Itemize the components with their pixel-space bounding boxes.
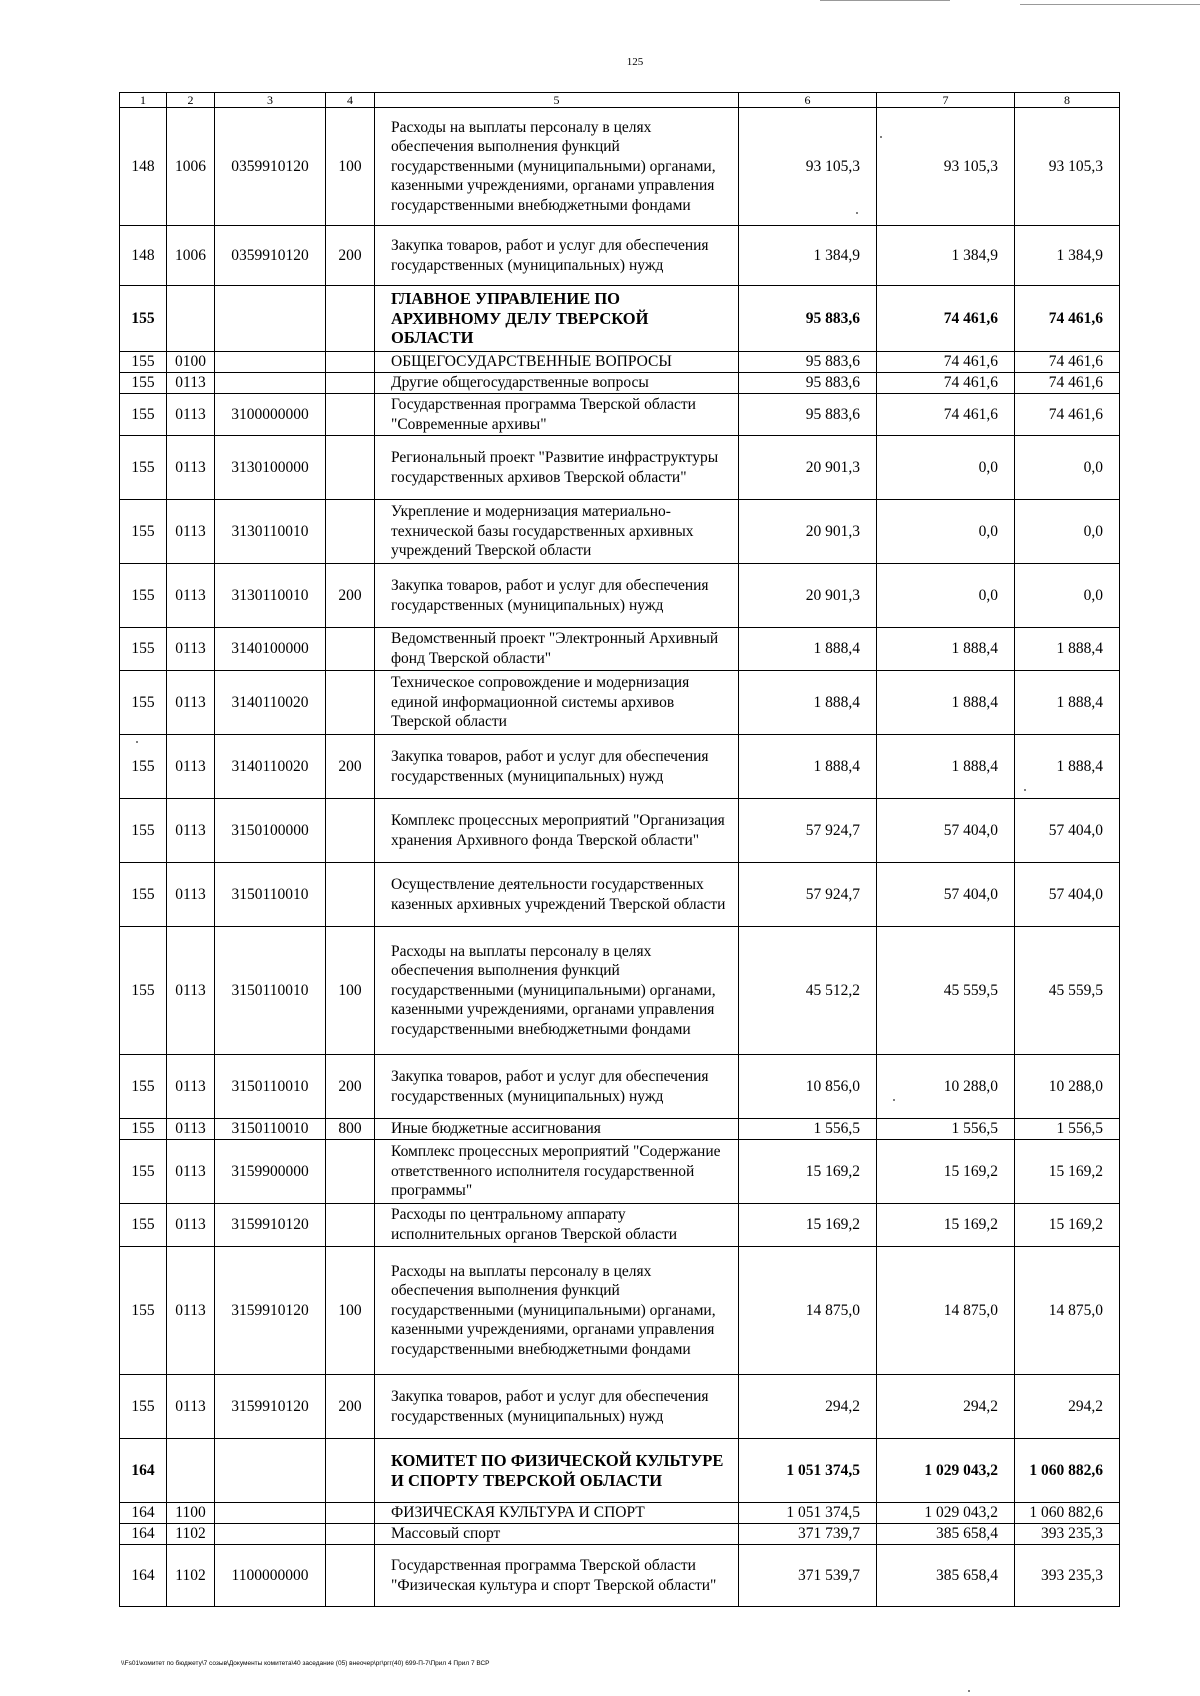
row-value-7: 385 658,4 <box>877 1545 1015 1607</box>
row-description: Ведомственный проект "Электронный Архивный фонд Тверской области" <box>375 628 739 671</box>
row-code-1: 155 <box>120 1055 167 1119</box>
budget-table <box>119 92 1119 1607</box>
table-row <box>120 927 1120 1055</box>
row-code-3 <box>215 352 326 373</box>
table-row <box>120 226 1120 286</box>
row-code-4 <box>326 863 375 927</box>
row-code-1: 164 <box>120 1439 167 1503</box>
row-code-1: 148 <box>120 226 167 286</box>
row-value-8: 57 404,0 <box>1015 799 1120 863</box>
row-description: Комплекс процессных мероприятий "Содержание ответственного исполнителя государственной программы" <box>375 1140 739 1204</box>
row-description: Закупка товаров, работ и услуг для обеспечения государственных (муниципальных) нужд <box>375 564 739 628</box>
row-code-1: 155 <box>120 1375 167 1439</box>
table-row <box>120 1140 1120 1204</box>
row-code-2: 0100 <box>167 352 215 373</box>
row-value-6: 95 883,6 <box>739 352 877 373</box>
table-row <box>120 1247 1120 1375</box>
footer-file-path: \\Fs01\комитет по бюджету\7 созыв\Документы комитета\40 заседание (05) внеочер\рг\ргг(40) 699-П-7\Прил 4 Прил 7 ВСР <box>121 1660 490 1667</box>
row-code-4: 100 <box>326 1247 375 1375</box>
row-value-7: 74 461,6 <box>877 373 1015 394</box>
row-value-8: 93 105,3 <box>1015 108 1120 226</box>
row-value-7: 1 384,9 <box>877 226 1015 286</box>
row-value-6: 1 888,4 <box>739 628 877 671</box>
row-value-8: 1 888,4 <box>1015 671 1120 735</box>
row-value-7: 74 461,6 <box>877 352 1015 373</box>
row-value-7: 45 559,5 <box>877 927 1015 1055</box>
row-description: Региональный проект "Развитие инфраструктуры государственных архивов Тверской области" <box>375 436 739 500</box>
row-value-8: 57 404,0 <box>1015 863 1120 927</box>
row-description: Расходы на выплаты персоналу в целях обеспечения выполнения функций государственными (муниципальными) органами, казенными учреждениями, органами управления государственными внебюджетными фондами <box>375 108 739 226</box>
scan-speck <box>136 741 138 743</box>
row-value-6: 1 051 374,5 <box>739 1503 877 1524</box>
header-col-6: 6 <box>739 93 877 108</box>
row-value-7: 1 029 043,2 <box>877 1439 1015 1503</box>
row-value-8: 0,0 <box>1015 564 1120 628</box>
row-code-4: 800 <box>326 1119 375 1140</box>
row-code-2: 0113 <box>167 927 215 1055</box>
row-value-8: 74 461,6 <box>1015 286 1120 352</box>
table-row <box>120 863 1120 927</box>
table-row <box>120 286 1120 352</box>
row-description: Государственная программа Тверской области "Современные архивы" <box>375 394 739 436</box>
row-code-2: 0113 <box>167 1055 215 1119</box>
scan-speck <box>1024 789 1026 791</box>
row-value-6: 1 556,5 <box>739 1119 877 1140</box>
row-code-3: 3150110010 <box>215 1055 326 1119</box>
page-number: 125 <box>626 56 644 68</box>
row-code-3 <box>215 373 326 394</box>
row-description: Государственная программа Тверской области "Физическая культура и спорт Тверской области" <box>375 1545 739 1607</box>
row-value-7: 15 169,2 <box>877 1140 1015 1204</box>
row-code-4 <box>326 286 375 352</box>
row-code-2: 1102 <box>167 1545 215 1607</box>
row-value-8: 74 461,6 <box>1015 352 1120 373</box>
row-code-4 <box>326 628 375 671</box>
row-value-6: 20 901,3 <box>739 564 877 628</box>
row-value-7: 0,0 <box>877 500 1015 564</box>
row-value-6: 57 924,7 <box>739 863 877 927</box>
row-code-4: 200 <box>326 1055 375 1119</box>
row-description: Закупка товаров, работ и услуг для обеспечения государственных (муниципальных) нужд <box>375 1055 739 1119</box>
table-row <box>120 352 1120 373</box>
row-code-4 <box>326 671 375 735</box>
row-description: Закупка товаров, работ и услуг для обеспечения государственных (муниципальных) нужд <box>375 735 739 799</box>
row-code-2: 0113 <box>167 799 215 863</box>
table-row <box>120 1055 1120 1119</box>
row-value-7: 74 461,6 <box>877 394 1015 436</box>
table-row <box>120 108 1120 226</box>
header-col-3: 3 <box>215 93 326 108</box>
row-code-3: 3159910120 <box>215 1247 326 1375</box>
row-code-3: 3140110020 <box>215 735 326 799</box>
row-code-1: 164 <box>120 1524 167 1545</box>
row-value-8: 15 169,2 <box>1015 1140 1120 1204</box>
row-description: Иные бюджетные ассигнования <box>375 1119 739 1140</box>
row-value-8: 1 384,9 <box>1015 226 1120 286</box>
row-code-4 <box>326 1140 375 1204</box>
row-value-6: 93 105,3 <box>739 108 877 226</box>
row-value-7: 0,0 <box>877 564 1015 628</box>
row-value-7: 1 556,5 <box>877 1119 1015 1140</box>
row-code-3: 3130100000 <box>215 436 326 500</box>
row-value-6: 45 512,2 <box>739 927 877 1055</box>
row-value-6: 10 856,0 <box>739 1055 877 1119</box>
table-body <box>120 108 1120 1607</box>
row-value-8: 1 556,5 <box>1015 1119 1120 1140</box>
row-code-3: 3150110010 <box>215 863 326 927</box>
row-description: Осуществление деятельности государственных казенных архивных учреждений Тверской области <box>375 863 739 927</box>
row-value-8: 15 169,2 <box>1015 1204 1120 1247</box>
row-description: ГЛАВНОЕ УПРАВЛЕНИЕ ПО АРХИВНОМУ ДЕЛУ ТВЕРСКОЙ ОБЛАСТИ <box>375 286 739 352</box>
row-code-3: 0359910120 <box>215 226 326 286</box>
row-value-8: 393 235,3 <box>1015 1524 1120 1545</box>
row-value-6: 1 051 374,5 <box>739 1439 877 1503</box>
row-code-4 <box>326 1524 375 1545</box>
row-value-7: 74 461,6 <box>877 286 1015 352</box>
row-code-2: 0113 <box>167 671 215 735</box>
row-value-7: 1 888,4 <box>877 671 1015 735</box>
table-row <box>120 1524 1120 1545</box>
row-code-1: 155 <box>120 1204 167 1247</box>
row-value-6: 20 901,3 <box>739 500 877 564</box>
table-row <box>120 1545 1120 1607</box>
row-code-1: 155 <box>120 394 167 436</box>
row-description: Закупка товаров, работ и услуг для обеспечения государственных (муниципальных) нужд <box>375 226 739 286</box>
row-description: Расходы на выплаты персоналу в целях обеспечения выполнения функций государственными (муниципальными) органами, казенными учреждениями, органами управления государственными внебюджетными фондами <box>375 927 739 1055</box>
row-code-4: 100 <box>326 927 375 1055</box>
row-code-4: 100 <box>326 108 375 226</box>
row-code-1: 155 <box>120 500 167 564</box>
crop-mark-top <box>820 0 950 1</box>
row-code-4 <box>326 352 375 373</box>
row-description: Расходы на выплаты персоналу в целях обеспечения выполнения функций государственными (муниципальными) органами, казенными учреждениями, органами управления государственными внебюджетными фондами <box>375 1247 739 1375</box>
row-value-7: 1 029 043,2 <box>877 1503 1015 1524</box>
row-description: Комплекс процессных мероприятий "Организация хранения Архивного фонда Тверской области" <box>375 799 739 863</box>
row-code-2: 0113 <box>167 394 215 436</box>
row-value-6: 57 924,7 <box>739 799 877 863</box>
row-value-7: 294,2 <box>877 1375 1015 1439</box>
scan-speck <box>856 212 858 214</box>
row-code-3: 3150100000 <box>215 799 326 863</box>
row-value-6: 95 883,6 <box>739 286 877 352</box>
row-code-3 <box>215 286 326 352</box>
scan-speck <box>968 1690 970 1692</box>
header-col-7: 7 <box>877 93 1015 108</box>
row-value-6: 371 539,7 <box>739 1545 877 1607</box>
table-row <box>120 799 1120 863</box>
row-value-8: 1 888,4 <box>1015 735 1120 799</box>
row-code-1: 155 <box>120 1247 167 1375</box>
row-code-2: 0113 <box>167 564 215 628</box>
table-header-row <box>120 93 1120 108</box>
row-description: Массовый спорт <box>375 1524 739 1545</box>
row-code-2: 0113 <box>167 1375 215 1439</box>
table-row <box>120 735 1120 799</box>
row-value-7: 14 875,0 <box>877 1247 1015 1375</box>
row-code-4 <box>326 500 375 564</box>
table-row <box>120 394 1120 436</box>
row-code-2: 1100 <box>167 1503 215 1524</box>
row-code-3 <box>215 1524 326 1545</box>
row-description: Укрепление и модернизация материально-технической базы государственных архивных учреждений Тверской области <box>375 500 739 564</box>
row-value-8: 74 461,6 <box>1015 373 1120 394</box>
table-row <box>120 1375 1120 1439</box>
row-value-7: 385 658,4 <box>877 1524 1015 1545</box>
row-code-3: 3150110010 <box>215 1119 326 1140</box>
row-code-2: 0113 <box>167 863 215 927</box>
row-value-8: 1 060 882,6 <box>1015 1439 1120 1503</box>
row-code-2: 0113 <box>167 373 215 394</box>
row-code-1: 155 <box>120 286 167 352</box>
row-code-1: 148 <box>120 108 167 226</box>
row-code-4: 200 <box>326 735 375 799</box>
row-code-3: 0359910120 <box>215 108 326 226</box>
row-value-6: 95 883,6 <box>739 373 877 394</box>
row-code-3: 3159910120 <box>215 1375 326 1439</box>
header-col-1: 1 <box>120 93 167 108</box>
row-code-2: 0113 <box>167 436 215 500</box>
row-code-2: 0113 <box>167 1140 215 1204</box>
row-value-6: 294,2 <box>739 1375 877 1439</box>
row-description: Другие общегосударственные вопросы <box>375 373 739 394</box>
row-value-8: 0,0 <box>1015 500 1120 564</box>
row-code-2: 0113 <box>167 500 215 564</box>
row-code-2 <box>167 286 215 352</box>
row-code-3: 1100000000 <box>215 1545 326 1607</box>
scan-speck <box>880 136 882 138</box>
row-value-6: 95 883,6 <box>739 394 877 436</box>
row-value-7: 57 404,0 <box>877 799 1015 863</box>
row-value-6: 1 384,9 <box>739 226 877 286</box>
row-code-4 <box>326 1545 375 1607</box>
row-code-1: 155 <box>120 927 167 1055</box>
row-code-2: 1102 <box>167 1524 215 1545</box>
crop-mark-top-right <box>1020 4 1200 5</box>
row-code-3: 3140110020 <box>215 671 326 735</box>
row-code-4: 200 <box>326 226 375 286</box>
row-code-3: 3159900000 <box>215 1140 326 1204</box>
row-value-6: 20 901,3 <box>739 436 877 500</box>
row-value-6: 371 739,7 <box>739 1524 877 1545</box>
row-code-1: 164 <box>120 1545 167 1607</box>
row-description: Техническое сопровождение и модернизация единой информационной системы архивов Тверской области <box>375 671 739 735</box>
table-row <box>120 1503 1120 1524</box>
header-col-5: 5 <box>375 93 739 108</box>
row-code-2: 1006 <box>167 226 215 286</box>
row-code-1: 155 <box>120 436 167 500</box>
row-value-6: 14 875,0 <box>739 1247 877 1375</box>
row-description: Расходы по центральному аппарату исполнительных органов Тверской области <box>375 1204 739 1247</box>
row-description: ФИЗИЧЕСКАЯ КУЛЬТУРА И СПОРТ <box>375 1503 739 1524</box>
row-code-3 <box>215 1503 326 1524</box>
row-value-6: 15 169,2 <box>739 1140 877 1204</box>
row-code-3 <box>215 1439 326 1503</box>
header-col-8: 8 <box>1015 93 1120 108</box>
row-code-3: 3130110010 <box>215 564 326 628</box>
row-code-2: 0113 <box>167 628 215 671</box>
table-row <box>120 1204 1120 1247</box>
row-value-8: 14 875,0 <box>1015 1247 1120 1375</box>
row-code-3: 3100000000 <box>215 394 326 436</box>
table-row <box>120 564 1120 628</box>
row-value-8: 393 235,3 <box>1015 1545 1120 1607</box>
row-code-1: 155 <box>120 628 167 671</box>
row-code-1: 164 <box>120 1503 167 1524</box>
row-value-8: 1 888,4 <box>1015 628 1120 671</box>
row-code-2: 0113 <box>167 1204 215 1247</box>
row-code-1: 155 <box>120 1140 167 1204</box>
row-value-7: 10 288,0 <box>877 1055 1015 1119</box>
row-value-6: 1 888,4 <box>739 671 877 735</box>
row-value-6: 1 888,4 <box>739 735 877 799</box>
row-value-7: 1 888,4 <box>877 735 1015 799</box>
row-code-4 <box>326 436 375 500</box>
row-value-7: 57 404,0 <box>877 863 1015 927</box>
row-code-1: 155 <box>120 863 167 927</box>
row-value-8: 0,0 <box>1015 436 1120 500</box>
row-code-4: 200 <box>326 564 375 628</box>
row-code-2: 0113 <box>167 1247 215 1375</box>
table-row <box>120 500 1120 564</box>
table-row <box>120 436 1120 500</box>
row-value-7: 0,0 <box>877 436 1015 500</box>
row-code-4 <box>326 799 375 863</box>
row-code-3: 3130110010 <box>215 500 326 564</box>
row-code-1: 155 <box>120 373 167 394</box>
row-value-7: 15 169,2 <box>877 1204 1015 1247</box>
row-value-8: 74 461,6 <box>1015 394 1120 436</box>
row-value-8: 1 060 882,6 <box>1015 1503 1120 1524</box>
row-code-4 <box>326 1204 375 1247</box>
row-code-1: 155 <box>120 671 167 735</box>
row-code-3: 3140100000 <box>215 628 326 671</box>
budget-table-grid <box>119 92 1120 1607</box>
table-row <box>120 1439 1120 1503</box>
scan-speck <box>893 1099 895 1101</box>
row-code-1: 155 <box>120 1119 167 1140</box>
row-code-2: 0113 <box>167 1119 215 1140</box>
row-code-1: 155 <box>120 735 167 799</box>
row-code-3: 3150110010 <box>215 927 326 1055</box>
row-description: КОМИТЕТ ПО ФИЗИЧЕСКОЙ КУЛЬТУРЕ И СПОРТУ ТВЕРСКОЙ ОБЛАСТИ <box>375 1439 739 1503</box>
row-value-7: 93 105,3 <box>877 108 1015 226</box>
table-row <box>120 373 1120 394</box>
row-code-4: 200 <box>326 1375 375 1439</box>
row-value-8: 10 288,0 <box>1015 1055 1120 1119</box>
header-col-4: 4 <box>326 93 375 108</box>
row-code-3: 3159910120 <box>215 1204 326 1247</box>
header-col-2: 2 <box>167 93 215 108</box>
table-row <box>120 1119 1120 1140</box>
table-row <box>120 628 1120 671</box>
row-code-1: 155 <box>120 564 167 628</box>
row-code-4 <box>326 1439 375 1503</box>
row-value-8: 45 559,5 <box>1015 927 1120 1055</box>
row-value-7: 1 888,4 <box>877 628 1015 671</box>
row-value-6: 15 169,2 <box>739 1204 877 1247</box>
row-code-2: 1006 <box>167 108 215 226</box>
row-code-1: 155 <box>120 352 167 373</box>
row-description: ОБЩЕГОСУДАРСТВЕННЫЕ ВОПРОСЫ <box>375 352 739 373</box>
row-value-8: 294,2 <box>1015 1375 1120 1439</box>
row-code-4 <box>326 373 375 394</box>
table-row <box>120 671 1120 735</box>
row-description: Закупка товаров, работ и услуг для обеспечения государственных (муниципальных) нужд <box>375 1375 739 1439</box>
row-code-2 <box>167 1439 215 1503</box>
row-code-4 <box>326 394 375 436</box>
row-code-4 <box>326 1503 375 1524</box>
row-code-1: 155 <box>120 799 167 863</box>
row-code-2: 0113 <box>167 735 215 799</box>
